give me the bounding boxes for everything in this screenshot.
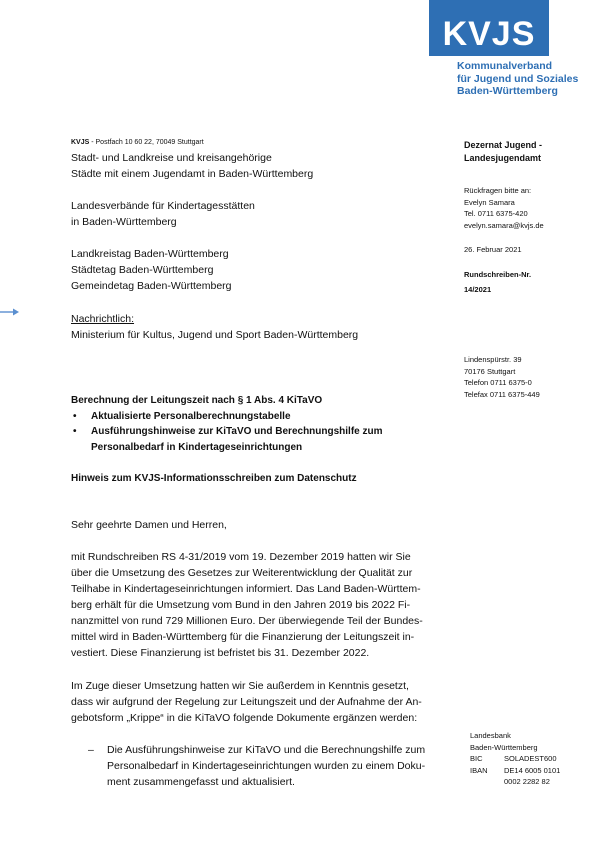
address-line: 70176 Stuttgart	[464, 366, 516, 376]
address-fax: Telefax 0711 6375-449	[464, 389, 540, 399]
cc-label: Nachrichtlich:	[71, 313, 135, 325]
paragraph-line: Teilhabe in Kindertageseinrichtungen informiert. Das Land Baden-Württem-	[71, 583, 421, 595]
bullet-icon: •	[73, 410, 77, 422]
list-line: Die Ausführungshinweise zur KiTaVO und die Berechnungshilfe zum	[107, 744, 426, 756]
recipient-line: Gemeindetag Baden-Württemberg	[71, 280, 232, 292]
contact-line: Rückfragen bitte an:	[464, 186, 532, 195]
recipient-line: Landkreistag Baden-Württemberg	[71, 248, 229, 260]
department-line: Landesjugendamt	[464, 152, 542, 163]
department-line: Dezernat Jugend -	[464, 140, 543, 150]
address-line: Lindenspürstr. 39	[464, 355, 522, 364]
subject-block	[71, 393, 451, 455]
logo-subtitle	[457, 60, 578, 98]
subject-title: Berechnung der Leitungszeit nach § 1 Abs. 4 KiTaVO	[71, 395, 323, 406]
recipient-block-1	[71, 150, 313, 182]
cc-block	[71, 311, 358, 343]
subject-hinweis: Hinweis zum KVJS-Informationsschreiben zum Datenschutz	[71, 473, 357, 484]
iban-label: IBAN	[470, 765, 488, 775]
sender-address: - Postfach 10 60 22, 70049 Stuttgart	[89, 139, 204, 146]
paragraph-line: dass wir aufgrund der Regelung zur Leitungszeit und der Aufnahme der An-	[71, 696, 422, 708]
circular-number: 14/2021	[464, 285, 492, 294]
recipient-line: Städte mit einem Jugendamt in Baden-Württemberg	[71, 168, 314, 180]
dash-marker: –	[88, 744, 94, 756]
bic-value: SOLADEST600	[504, 754, 557, 763]
list-line: ment zusammengefasst und aktualisiert.	[107, 776, 295, 788]
bic-label: BIC	[470, 754, 483, 763]
paragraph-line: mit Rundschreiben RS 4-31/2019 vom 19. Dezember 2019 hatten wir Sie	[71, 551, 411, 563]
list-line: Personalbedarf in Kindertageseinrichtungen wurden zu einem Doku-	[107, 760, 426, 772]
paragraph-line: Im Zuge dieser Umsetzung hatten wir Sie außerdem in Kenntnis gesetzt,	[71, 680, 409, 692]
margin-arrow-icon	[0, 306, 20, 318]
bullet-icon: •	[73, 426, 77, 437]
logo-line: Kommunalverband	[457, 60, 553, 72]
paragraph-line: berg erhält für die Umsetzung vom Bund in den Jahren 2019 bis 2022 Fi-	[71, 599, 411, 611]
contact-block	[464, 185, 544, 231]
subject-bullet	[71, 409, 451, 425]
recipient-line: Städtetag Baden-Württemberg	[71, 264, 214, 276]
recipient-block-3	[71, 246, 232, 294]
salutation: Sehr geehrte Damen und Herren,	[71, 519, 227, 531]
sender-org: KVJS	[71, 139, 90, 146]
iban-value: DE14 6005 0101	[504, 765, 561, 775]
paragraph-line: mittel wird in Baden-Württemberg für die Finanzierung der Leitungszeit in-	[71, 631, 415, 643]
postal-address	[464, 354, 540, 400]
recipient-block-2	[71, 198, 255, 230]
contact-phone: Tel. 0711 6375-420	[464, 209, 528, 218]
iban-value-cont: 0002 2282 82	[504, 777, 550, 786]
paragraph-line: vestiert. Diese Finanzierung ist befristet bis 31. Dezember 2022.	[71, 647, 370, 659]
paragraph-line: nanzmittel von rund 729 Millionen Euro. Der überwiegende Teil der Bundes-	[71, 615, 423, 627]
paragraph-2	[71, 678, 443, 726]
cc-line: Ministerium für Kultus, Jugend und Sport Baden-Württemberg	[71, 329, 359, 341]
bank-iban-row	[470, 765, 560, 777]
contact-name: Evelyn Samara	[464, 197, 515, 207]
address-phone: Telefon 0711 6375-0	[464, 378, 532, 387]
bullet-text: Ausführungshinweise zur KiTaVO und Berechnungshilfe zum	[91, 426, 383, 437]
paragraph-line: über die Umsetzung des Gesetzes zur Weiterentwicklung der Qualität zur	[71, 567, 413, 579]
recipient-line: in Baden-Württemberg	[71, 216, 177, 228]
bank-name: Baden-Württemberg	[470, 742, 538, 752]
logo-line: Baden-Württemberg	[457, 85, 558, 97]
department	[464, 139, 542, 164]
sender-line	[71, 139, 204, 146]
bullet-text: Aktualisierte Personalberechnungstabelle	[91, 410, 291, 422]
bank-details	[470, 730, 560, 788]
recipient-line: Landesverbände für Kindertagesstätten	[71, 200, 255, 212]
kvjs-logo	[429, 0, 549, 56]
bank-bic-row	[470, 753, 560, 765]
contact-email[interactable]: evelyn.samara@kvjs.de	[464, 220, 544, 230]
bank-name: Landesbank	[470, 731, 511, 740]
letter-date: 26. Februar 2021	[464, 245, 522, 254]
logo-wordmark: KVJS	[442, 15, 536, 53]
bullet-text: Personalbedarf in Kindertageseinrichtungen	[91, 441, 303, 453]
recipient-line: Stadt- und Landkreise und kreisangehörige	[71, 152, 272, 164]
list-item-text	[107, 742, 425, 790]
logo-line: für Jugend und Soziales	[457, 72, 579, 85]
paragraph-1	[71, 549, 443, 661]
circular-label: Rundschreiben-Nr.	[464, 270, 532, 279]
subject-bullet	[71, 424, 451, 455]
paragraph-line: gebotsform „Krippe“ in die KiTaVO folgende Dokumente ergänzen werden:	[71, 712, 418, 724]
